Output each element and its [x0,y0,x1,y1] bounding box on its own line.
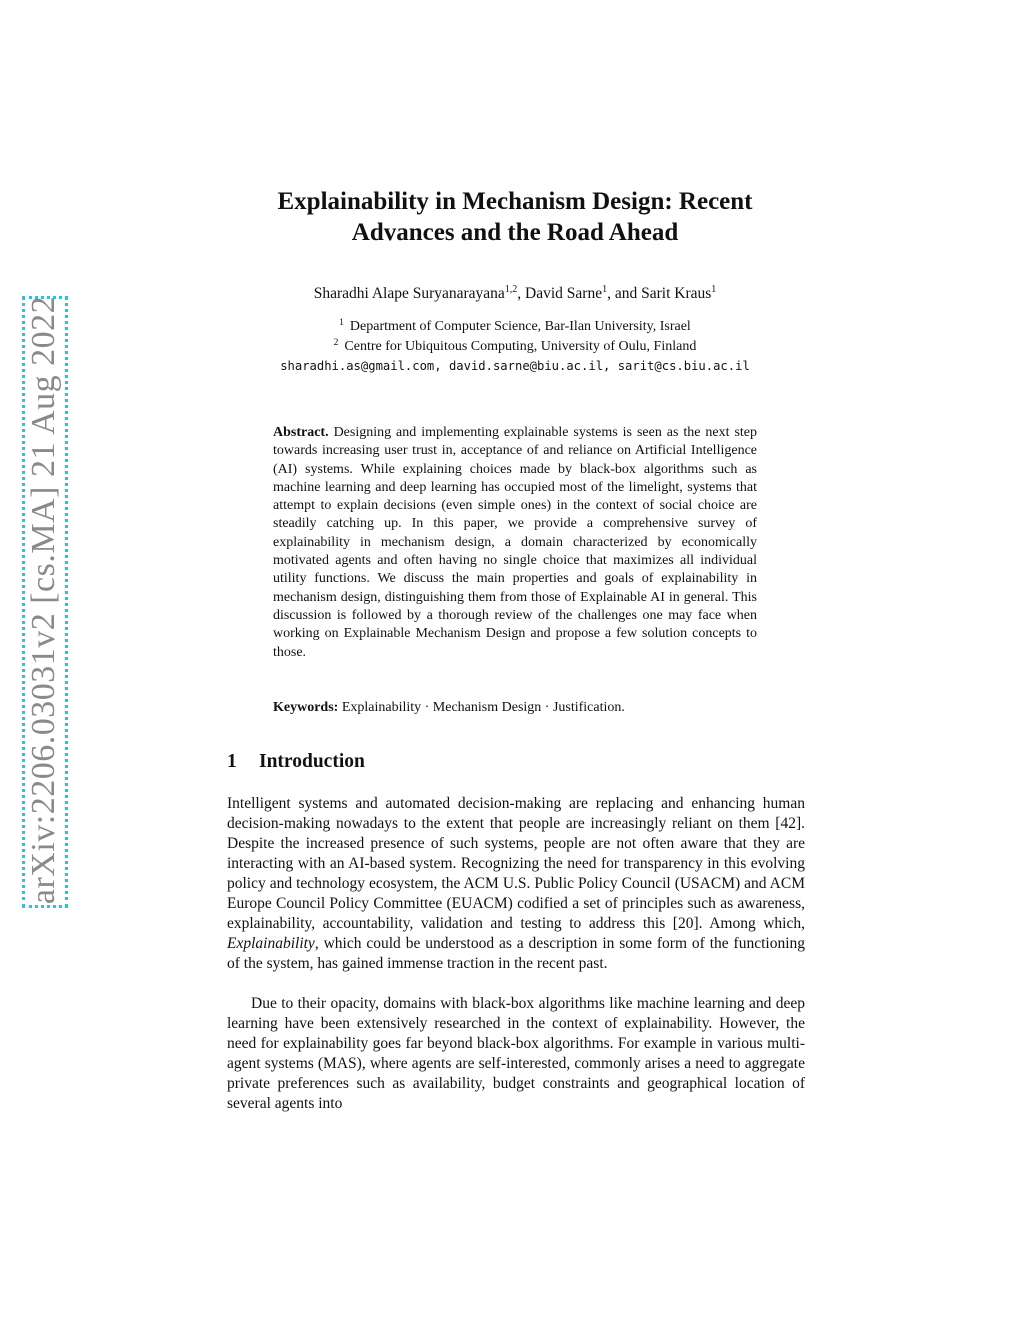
section-title: Introduction [259,751,365,772]
affiliation-text: Centre for Ubiquitous Computing, University of Oulu, Finland [344,339,697,354]
arxiv-identifier: arXiv:2206.03031v2 [cs.MA] 21 Aug 2022 [25,295,62,905]
keywords-text: Explainability · Mechanism Design · Justification. [341,700,625,715]
keywords [273,699,757,717]
paragraph-text: , which could be understood as a description in some form of the functioning of the system, has gained immense traction in the recent past. [227,935,805,972]
abstract-text: Designing and implementing explainable systems is seen as the next step towards increasing user trust in, acceptance of and reliance on Artificial Intelligence (AI) systems. While explaining choices made by black-box algorithms such as machine learning and deep learning has occupied most of the limelight, systems that attempt to explain decisions (even simple ones) in the context of social choice are steadily catching up. In this paper, we provide a comprehensive survey of explainability in mechanism design, a domain characterized by economically motivated agents and often having no single choice that maximizes all individual utility functions. We discuss the main properties and goals of explainability in mechanism design, distinguishing them from those of Explainable AI in general. This discussion is followed by a thorough review of the challenges one may face when working on Explainable Mechanism Design and propose a few solution concepts to those. [273,425,758,660]
author-affiliation-mark: 1 [711,284,717,295]
keywords-label: Keywords: [273,700,339,715]
author-name: Sarit Kraus [641,285,712,302]
author-emails: sharadhi.as@gmail.com, david.sarne@biu.ac.il, sarit@cs.biu.ac.il [280,359,750,373]
author-name: Sharadhi Alape Suryanarayana [313,285,505,302]
author-name: David Sarne [525,285,603,302]
affiliation-text: Department of Computer Science, Bar-Ilan University, Israel [349,319,691,334]
affiliation-mark: 1 [339,318,344,328]
emphasized-term: Explainability [227,935,315,952]
title-line-2: Advances and the Road Ahead [351,219,679,246]
intro-paragraph-2: Due to their opacity, domains with black-box algorithms like machine learning and deep learning have been extensively researched in the context of explainability. However, the need for explainability goes far beyond black-box algorithms. For example in various multi-agent systems (MAS), where agents are self-interested, commonly arises a need to aggregate private preferences such as availability, budget constraints and geographical location of several agents into [227,995,805,1112]
affiliation-mark: 2 [333,338,339,348]
affiliation-2 [200,338,830,356]
paragraph-text: Intelligent systems and automated decision-making are replacing and enhancing human decision-making nowadays to the extent that people are increasingly reliant on them [42]. Despite the increased presence of such systems, people are not often aware that they are interacting with an AI-based system. Recognizing the need for transparency in this evolving policy and technology ecosystem, the ACM U.S. Public Policy Council (USACM) and ACM Europe Council Policy Committee (EUACM) codified a set of principles such as awareness, explainability, accountability, validation and testing to address this [20]. Among which, [227,795,805,932]
author-separator: , and [607,285,642,302]
abstract [273,424,757,662]
section-heading-introduction [227,750,365,774]
author-affiliation-mark: 1 [602,284,608,295]
title-line-1: Explainability in Mechanism Design: Recent [277,188,753,215]
section-number: 1 [227,751,237,772]
author-affiliation-mark: 1,2 [504,284,518,295]
paper-title [200,186,830,248]
abstract-label: Abstract. [273,425,329,440]
author-separator: , [517,285,526,302]
author-list [200,284,830,304]
intro-paragraph-1 [227,794,805,974]
affiliation-1 [200,318,830,336]
